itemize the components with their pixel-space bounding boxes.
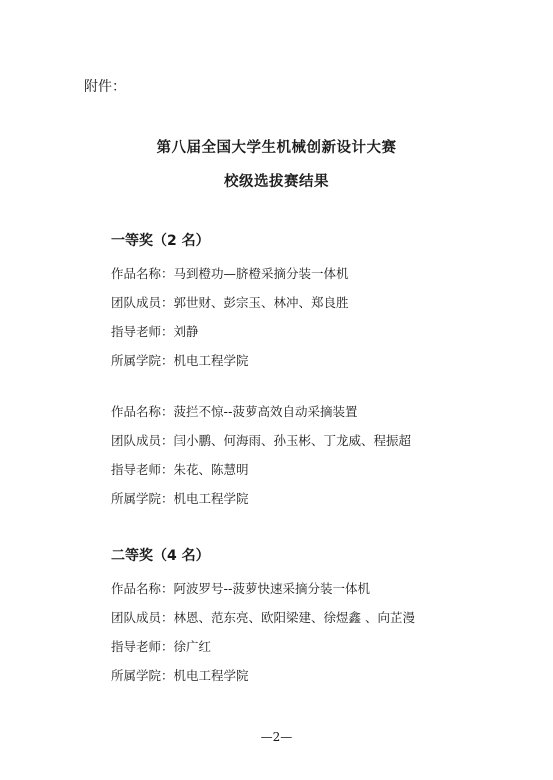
document-subtitle: 校级选拔赛结果 xyxy=(224,174,329,190)
second-prize-heading: 二等奖（4 名） xyxy=(111,548,210,564)
entry-work-name: 作品名称：阿波罗号--菠萝快速采摘分装一体机 xyxy=(111,581,371,596)
entry-school: 所属学院：机电工程学院 xyxy=(111,668,249,683)
entry-advisor: 指导老师：朱花、陈慧明 xyxy=(111,462,249,477)
entry-team-members: 团队成员：郭世财、彭宗玉、林冲、郑良胜 xyxy=(111,295,349,310)
first-prize-heading: 一等奖（2 名） xyxy=(111,233,210,249)
document-title: 第八届全国大学生机械创新设计大赛 xyxy=(156,140,397,156)
entry-school: 所属学院：机电工程学院 xyxy=(111,491,249,506)
entry-advisor: 指导老师：刘静 xyxy=(111,324,199,339)
entry-school: 所属学院：机电工程学院 xyxy=(111,353,249,368)
entry-work-name: 作品名称：菠拦不惊--菠萝高效自动采摘装置 xyxy=(111,404,358,419)
entry-advisor: 指导老师：徐广红 xyxy=(111,639,212,654)
entry-team-members: 团队成员：闫小鹏、何海雨、孙玉彬、丁龙威、程振超 xyxy=(111,433,412,448)
page-number: —2— xyxy=(260,730,293,744)
attachment-label: 附件： xyxy=(84,79,126,95)
entry-work-name: 作品名称：马到橙功—脐橙采摘分装一体机 xyxy=(111,266,349,281)
entry-team-members: 团队成员：林恩、范东亮、欧阳梁建、徐煜鑫 、向芷漫 xyxy=(111,610,415,625)
